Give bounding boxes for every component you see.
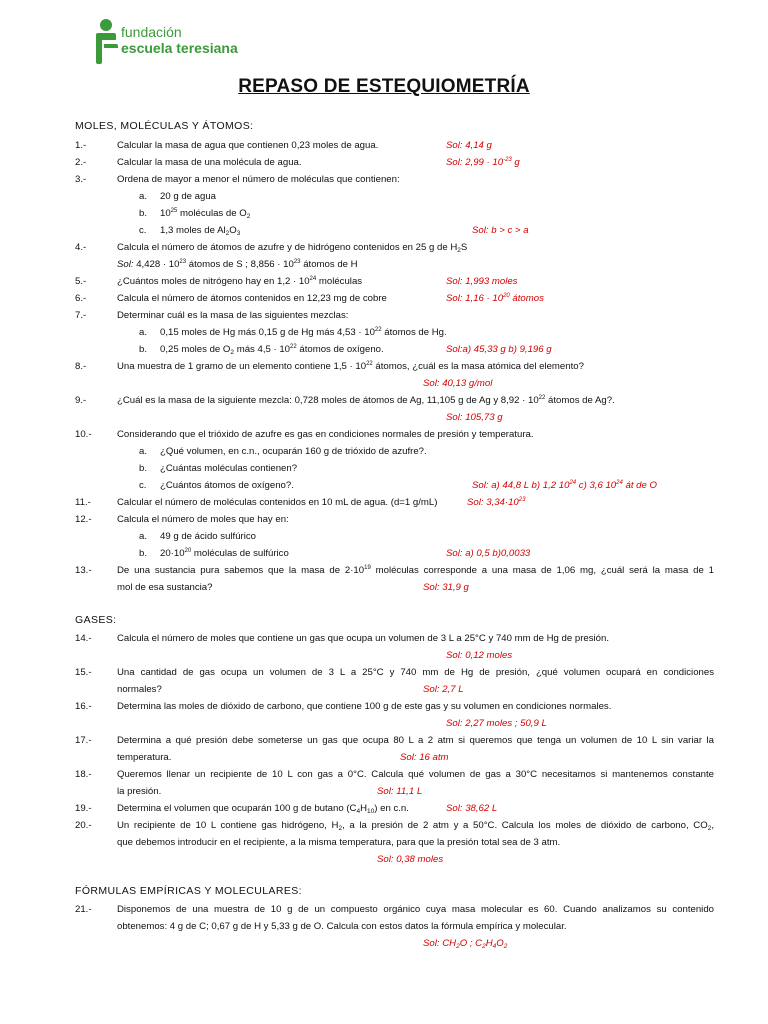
exercise-text: Una cantidad de gas ocupa un volumen de 3 L a 25°C y 740 mm de Hg de presión, ¿qué volumen ocupará en condiciones [117, 667, 714, 678]
exercise-number: 5.- [75, 276, 87, 287]
exercise-number: 12.- [75, 514, 92, 525]
solution: Sol: 0,12 moles [446, 650, 513, 661]
exercise-text: Determina el volumen que ocuparán 100 g de butano $(C_4H_{10})$ en c.n. [117, 803, 409, 815]
solution: Sol: $2,99 \cdot 10^{-23}$ g [446, 157, 520, 168]
item-text: 1,3 moles de $Al_2O_3$ [160, 225, 241, 237]
solution: Sol: a) 44,8 L b) 1,2 $10^{24}$ c) 3,6 $10^{24}$ át de O [472, 480, 657, 491]
exercise-text: Ordena de mayor a menor el número de moléculas que contienen: [117, 174, 400, 185]
exercise-text-cont: la presión. [117, 786, 162, 797]
page-title: REPASO DE ESTEQUIOMETRÍA [238, 76, 530, 97]
exercise-number: 14.- [75, 633, 92, 644]
solution: Sol: 31,9 g [423, 582, 469, 593]
exercise-number: 15.- [75, 667, 92, 678]
exercise-number: 10.- [75, 429, 92, 440]
solution: Sol: 2,27 moles ; 50,9 L [446, 718, 547, 729]
solution: Sol: 1,993 moles [446, 276, 518, 287]
solution: Sol:a) 45,33 g b) 9,196 g [446, 344, 552, 355]
logo-line-2: escuela teresiana [121, 40, 238, 56]
exercise-text: Calcular la masa de una molécula de agua. [117, 157, 302, 168]
solution: Sol: $CH_2O$ ; $C_2H_4O_2$ [423, 938, 508, 950]
exercise-number: 8.- [75, 361, 87, 372]
item-text: 49 g de ácido sulfúrico [160, 531, 256, 542]
exercise-text: ¿Cuál es la masa de la siguiente mezcla: 0,728 moles de átomos de Ag, 11,105 g de Ag y $8,92 \cdot 10^{22}$ átomos de Ag?. [117, 395, 615, 406]
exercise-number: 18.- [75, 769, 92, 780]
item-text: 0,25 moles de $O_2$ más $4,5 \cdot 10^{22}$ átomos de oxígeno. [160, 344, 384, 356]
item-label: b. [139, 208, 148, 219]
exercise-number: 2.- [75, 157, 87, 168]
exercise-text: Calcula el número de átomos contenidos en 12,23 mg de cobre [117, 293, 387, 304]
exercise-text: Una muestra de 1 gramo de un elemento contiene $1,5 \cdot 10^{22}$ átomos, ¿cuál es la masa atómica del elemento? [117, 361, 584, 372]
exercise-text: Queremos llenar un recipiente de 10 L con gas a 0°C. Calcula qué volumen de gas a 30°C necesitamos si mantenemos constante [117, 769, 714, 780]
exercise-number: 17.- [75, 735, 92, 746]
item-label: b. [139, 344, 148, 355]
exercise-text: Calcular la masa de agua que contienen 0,23 moles de agua. [117, 140, 379, 151]
exercise-text: Calcular el número de moléculas contenidos en 10 mL de agua. (d=1 g/mL) [117, 497, 438, 508]
exercise-text-cont: mol de esa sustancia? [117, 582, 213, 593]
solution: Sol: $3,34\cdot 10^{23}$ [467, 497, 526, 508]
item-label: a. [139, 191, 148, 202]
item-label: c. [139, 480, 147, 491]
exercise-text: Determina las moles de dióxido de carbono, que contiene 100 g de este gas y su volumen en condiciones normales. [117, 701, 612, 712]
exercise-text: Considerando que el trióxido de azufre es gas en condiciones normales de presión y temperatura. [117, 429, 534, 440]
item-label: b. [139, 463, 148, 474]
section-heading-formulas: FÓRMULAS EMPÍRICAS Y MOLECULARES: [75, 885, 302, 897]
exercise-text: Un recipiente de 10 L contiene gas hidrógeno, $H_2$, a la presión de 2 atm y a 50°C. Calcula los moles de dióxido de carbono, $CO_2$, [117, 820, 714, 832]
solution: Sol: b > c > a [472, 225, 529, 236]
section-heading-gases: GASES: [75, 614, 117, 626]
solution-line: Sol: $4,428 \cdot 10^{23}$ átomos de S ; $8,856 \cdot 10^{23}$ átomos de H [117, 259, 358, 270]
exercise-number: 1.- [75, 140, 87, 151]
exercise-text: Calcula el número de moles que hay en: [117, 514, 289, 525]
solution: Sol: 40,13 g/mol [423, 378, 493, 389]
item-label: a. [139, 531, 148, 542]
exercise-number: 13.- [75, 565, 92, 576]
exercise-text: ¿Cuántos moles de nitrógeno hay en $1,2 \cdot 10^{24}$ moléculas [117, 276, 363, 287]
exercise-number: 4.- [75, 242, 87, 253]
exercise-text: Determinar cuál es la masa de las siguientes mezclas: [117, 310, 349, 321]
item-text: ¿Cuántas moléculas contienen? [160, 463, 298, 474]
exercise-text: Calcula el número de átomos de azufre y de hidrógeno contenidos en 25 g de $H_2S$ [117, 242, 468, 254]
exercise-text: Determina a qué presión debe someterse un gas que ocupa 80 L a 2 atm si queremos que tenga un volumen de 10 L sin variar la [117, 735, 714, 746]
solution: Sol: 2,7 L [423, 684, 464, 695]
exercise-text: De una sustancia pura sabemos que la masa de $2\cdot 10^{19}$ moléculas corresponde a una masa de 1,06 mg, ¿cuál será la masa de 1 [117, 565, 714, 576]
exercise-number: 7.- [75, 310, 87, 321]
item-label: a. [139, 446, 148, 457]
solution: Sol: 105,73 g [446, 412, 503, 423]
item-label: a. [139, 327, 148, 338]
exercise-number: 11.- [75, 497, 91, 508]
solution: Sol: 0,38 moles [377, 854, 444, 865]
logo-text [121, 24, 238, 56]
exercise-text-cont: normales? [117, 684, 162, 695]
solution: Sol: 38,62 L [446, 803, 498, 814]
exercise-number: 3.- [75, 174, 87, 185]
solution: Sol: 4,14 g [446, 140, 492, 151]
solution: Sol: $1,16 \cdot 10^{20}$ átomos [446, 293, 544, 304]
item-text: $20\cdot 10^{20}$ moléculas de sulfúrico [160, 548, 289, 559]
item-text: ¿Qué volumen, en c.n., ocuparán 160 g de trióxido de azufre?. [160, 446, 427, 457]
exercise-text: Disponemos de una muestra de 10 g de un compuesto orgánico cuya masa molecular es 60. Cuando analizamos su contenido [117, 904, 714, 915]
item-text: $10^{25}$ moléculas de $O_2$ [160, 208, 251, 220]
exercise-number: 9.- [75, 395, 87, 406]
exercise-number: 16.- [75, 701, 92, 712]
item-text: 0,15 moles de Hg más 0,15 g de Hg más $4,53 \cdot 10^{22}$ átomos de Hg. [160, 327, 447, 338]
solution: Sol: a) 0,5 b)0,0033 [446, 548, 531, 559]
exercise-number: 6.- [75, 293, 87, 304]
item-text: ¿Cuántos átomos de oxígeno?. [160, 480, 294, 491]
exercise-number: 21.- [75, 904, 92, 915]
item-text: 20 g de agua [160, 191, 217, 202]
exercise-text: Calcula el número de moles que contiene un gas que ocupa un volumen de 3 L a 25°C y 740 mm de Hg de presión. [117, 633, 610, 644]
solution: Sol: 16 atm [400, 752, 449, 763]
exercise-text-cont: que debemos introducir en el recipiente, a la misma temperatura, para que la presión total sea de 3 atm. [117, 837, 561, 848]
exercise-number: 20.- [75, 820, 92, 831]
item-label: c. [139, 225, 147, 236]
section-heading-moles: MOLES, MOLÉCULAS Y ÁTOMOS: [75, 120, 254, 132]
exercise-number: 19.- [75, 803, 92, 814]
exercise-text-cont: obtenemos: 4 g de C; 0,67 g de H y 5,33 g de O. Calcula con estos datos la fórmula empírica y molecular. [117, 921, 567, 932]
solution: Sol: 11,1 L [377, 786, 423, 797]
exercise-text-cont: temperatura. [117, 752, 172, 763]
logo-line-1: fundación [121, 24, 182, 40]
item-label: b. [139, 548, 148, 559]
